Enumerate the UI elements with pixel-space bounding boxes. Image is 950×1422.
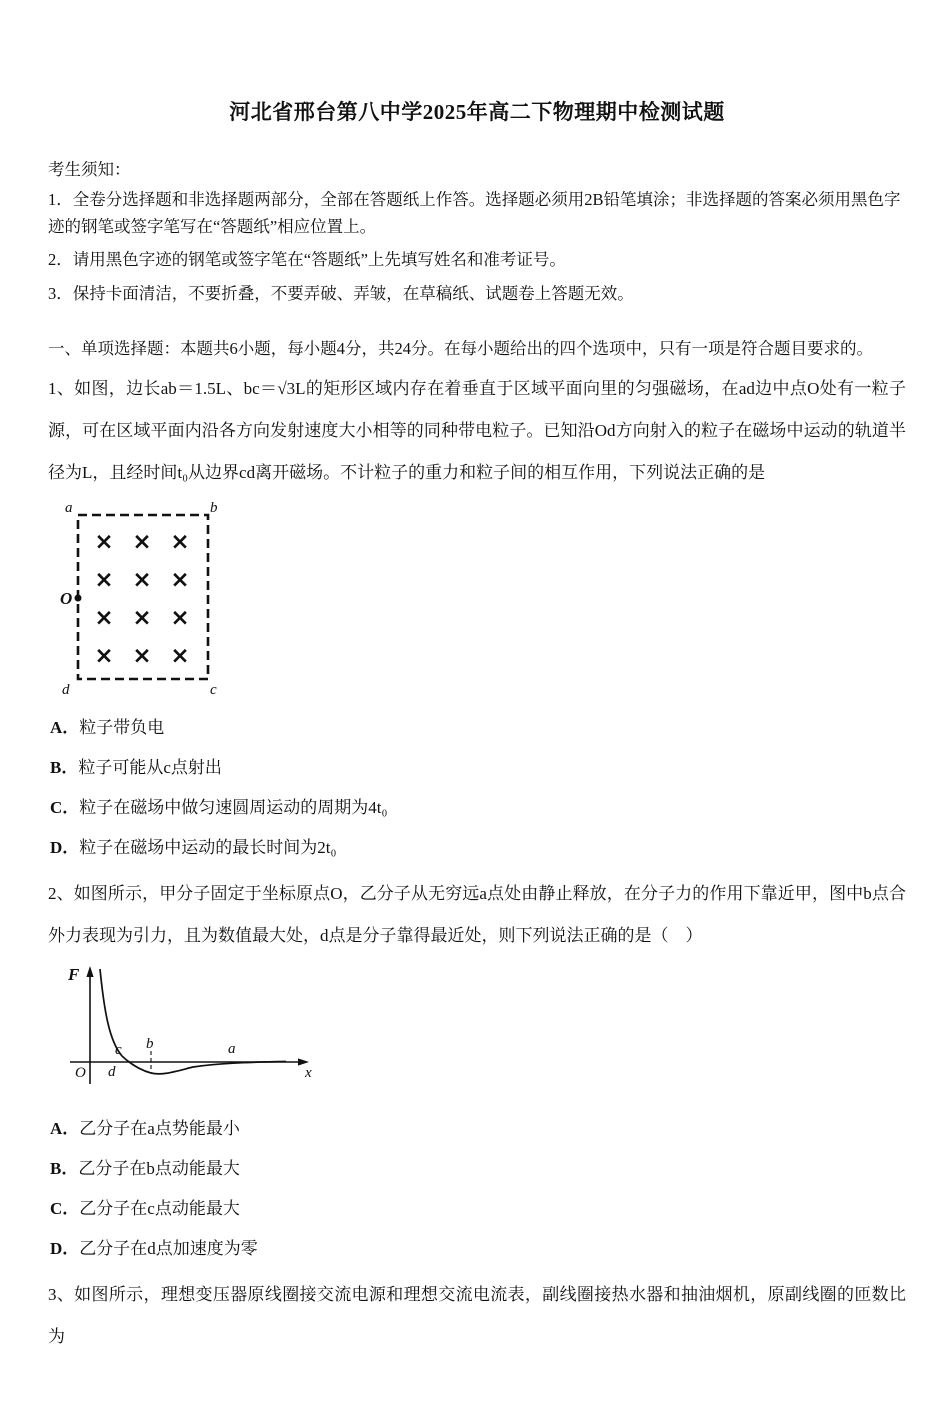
field-into-page-symbol: × — [170, 529, 190, 556]
question-1-figure — [60, 501, 230, 699]
option-text: 乙分子在d点加速度为零 — [79, 1239, 258, 1259]
option-text: 乙分子在a点势能最小 — [79, 1119, 240, 1139]
axis-label-x: x — [305, 1065, 312, 1082]
field-into-page-symbol: × — [170, 567, 190, 594]
field-into-page-symbol: × — [94, 529, 114, 556]
notice-item-1: 1．全卷分选择题和非选择题两部分，全部在答题纸上作答。选择题必须用2B铅笔填涂；非选择题的答案必须用黑色字迹的钢笔或签字笔写在“答题纸”相应位置上。 — [48, 190, 901, 236]
corner-label-b: b — [210, 501, 218, 517]
option-b — [50, 1154, 906, 1179]
field-into-page-symbol: × — [132, 605, 152, 632]
notice-item-3: 3．保持卡面清洁，不要折叠，不要弄破、弄皱，在草稿纸、试题卷上答题无效。 — [48, 284, 634, 304]
option-c — [50, 793, 906, 818]
field-into-page-symbol: × — [170, 643, 190, 670]
field-into-page-symbol: × — [94, 643, 114, 670]
question-1-options — [48, 713, 906, 858]
option-text: 乙分子在c点动能最大 — [79, 1199, 240, 1219]
option-letter: D． — [50, 838, 80, 858]
option-a — [50, 1114, 906, 1139]
option-letter: B． — [50, 758, 79, 778]
question-3-text: 3、如图所示，理想变压器原线圈接交流电源和理想交流电流表，副线圈接热水器和抽油烟机，原副线圈的匝数比为 — [48, 1285, 906, 1347]
notice-block — [48, 156, 906, 308]
field-into-page-symbol: × — [132, 643, 152, 670]
corner-label-d: d — [62, 682, 70, 699]
corner-label-c: c — [210, 682, 217, 699]
origin-label-o: O — [75, 1065, 86, 1082]
particle-source-dot — [75, 595, 82, 602]
option-letter: A． — [50, 1119, 80, 1139]
option-c — [50, 1194, 906, 1219]
force-curve — [100, 969, 286, 1074]
question-2-text: 2、如图所示，甲分子固定于坐标原点O，乙分子从无穷远a点处由静止释放，在分子力的作用下靠近甲，图中b点合外力表现为引力，且为数值最大处，d点是分子靠得最近处，则下列说法正确的是（ ） — [48, 884, 906, 945]
option-text: 粒子可能从c点射出 — [78, 758, 222, 778]
field-into-page-symbol: × — [94, 605, 114, 632]
option-letter: A． — [50, 718, 80, 738]
option-letter: C． — [50, 798, 80, 818]
section-1-heading: 一、单项选择题：本题共6小题，每小题4分，共24分。在每小题给出的四个选项中，只有一项是符合题目要求的。 — [48, 338, 873, 358]
field-into-page-symbol: × — [132, 529, 152, 556]
option-text: 粒子在磁场中运动的最长时间为2t₀ — [79, 838, 337, 858]
option-d — [50, 833, 906, 858]
option-text: 粒子在磁场中做匀速圆周运动的周期为4t₀ — [79, 798, 388, 818]
corner-label-a: a — [65, 501, 73, 517]
option-letter: C． — [50, 1199, 80, 1219]
axis-label-f: F — [68, 965, 80, 985]
field-into-page-symbol: × — [132, 567, 152, 594]
point-label-c: c — [115, 1042, 122, 1059]
point-label-d: d — [108, 1064, 116, 1081]
option-a — [50, 713, 906, 738]
field-cross-grid — [94, 529, 189, 669]
point-label-a: a — [228, 1041, 236, 1058]
field-into-page-symbol: × — [170, 605, 190, 632]
notice-item-2: 2．请用黑色字迹的钢笔或签字笔在“答题纸”上先填写姓名和准考证号。 — [48, 250, 566, 270]
y-axis-arrow — [86, 966, 93, 977]
origin-label-o: O — [60, 589, 73, 609]
option-letter: B． — [50, 1159, 79, 1179]
notice-heading: 考生须知： — [48, 160, 131, 179]
option-text: 乙分子在b点动能最大 — [78, 1159, 240, 1179]
option-text: 粒子带负电 — [79, 718, 165, 738]
question-2-figure — [60, 964, 316, 1100]
field-into-page-symbol: × — [94, 567, 114, 594]
option-d — [50, 1234, 906, 1259]
point-label-b: b — [146, 1036, 154, 1053]
option-letter: D． — [50, 1239, 80, 1259]
question-2-options — [48, 1114, 906, 1259]
question-1-text: 1、如图，边长ab＝1.5L、bc＝√3L的矩形区域内存在着垂直于区域平面向里的匀强磁场，在ad边中点O处有一粒子源，可在区域平面内沿各方向发射速度大小相等的同种带电粒子。已知沿Od方向射入的粒子在磁场中运动的轨道半径为L，且经时间t₀从边界cd离开磁场。不计粒子的重力和粒子间的相互作用，下列说法正确的是 — [48, 379, 906, 482]
option-b — [50, 753, 906, 778]
page-title: 河北省邢台第八中学2025年高二下物理期中检测试题 — [229, 100, 725, 124]
